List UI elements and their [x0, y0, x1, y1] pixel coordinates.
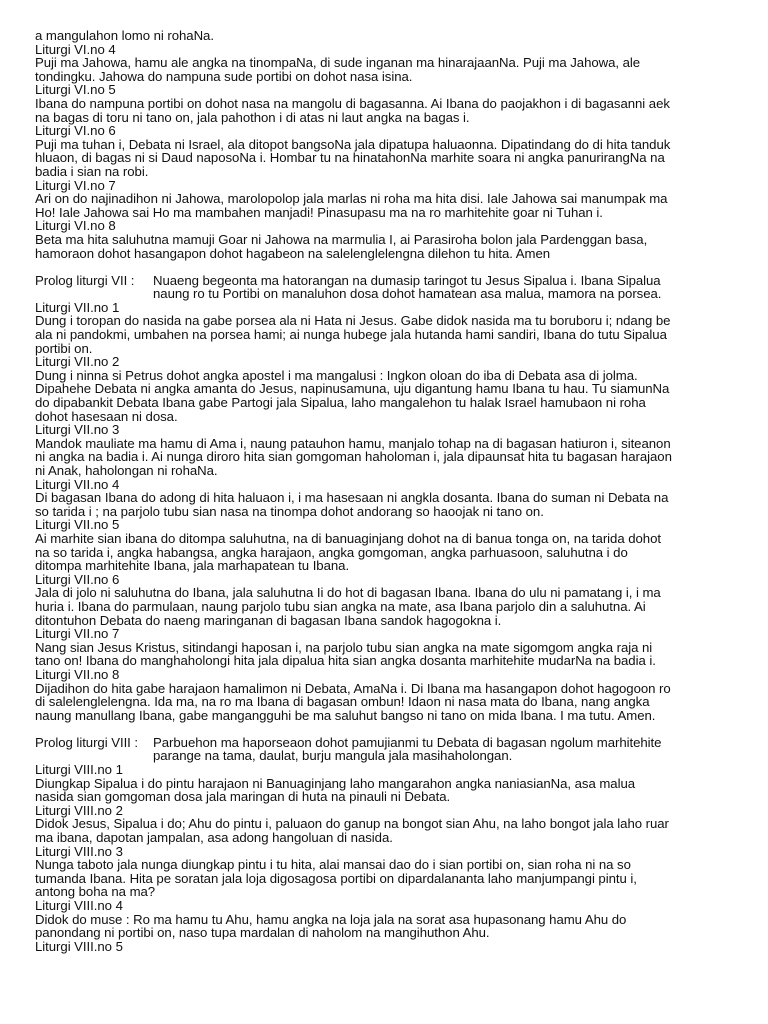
text-line: nasida sian gomgoman dosa jala maringan di huta na pinauli ni Debata.: [35, 789, 451, 805]
liturgy-heading: Liturgi VII.no 1: [35, 299, 120, 315]
liturgy-paragraph: [35, 138, 735, 179]
liturgy-heading: Liturgi VII.no 7: [35, 626, 120, 642]
text-line: ni Anak, haholongan ni rohaNa.: [35, 463, 218, 478]
liturgy-paragraph: [35, 233, 735, 260]
text-line: na bagas di toru ni tano on, jala pahothon i di atas ni laut angka na bagas i.: [35, 109, 470, 125]
liturgy-heading: Liturgi VII.no 4: [35, 476, 120, 492]
liturgy-heading: Liturgi VII.no 8: [35, 666, 120, 682]
text-line: hamoraon dohot hasangapon dohot hagabeon na salelenglelengna dilehon tu hita. Amen: [35, 245, 551, 261]
liturgy-paragraph: [35, 817, 735, 844]
liturgy-paragraph: [35, 641, 735, 668]
text-line: Nuaeng begeonta ma hatorangan na dumasip taringot tu Jesus Sipalua i. Ibana Sipalua: [153, 272, 661, 288]
liturgy-paragraph: [35, 913, 735, 940]
text-line: Didok Jesus, Sipalua i do; Ahu do pintu i, paluaon do ganup na bongot sian Ahu, na laho bongot jala laho ruar: [35, 816, 669, 832]
text-line: Parbuehon ma haporseaon dohot pamujianmi tu Debata di bagasan ngolum marhitehite: [153, 734, 662, 750]
liturgy-heading: Liturgi VIII.no 3: [35, 843, 123, 859]
text-line: ma ibana, dapotan jampalan, asa adong hangoluan di nasida.: [35, 830, 393, 846]
text-line: antong boha na ma?: [35, 884, 156, 900]
liturgy-heading: Liturgi VII.no 3: [35, 422, 120, 438]
text-line: Ari on do najinadihon ni Jahowa, marolopolop jala marlas ni roha ma hita disi. Iale Jahowa sai manumpak ma: [35, 191, 668, 207]
text-line: tano on! Ibana do manghaholongi hita jala dipalua hita sian angka dosanta marhitehite mudarNa na badia i.: [35, 653, 656, 669]
liturgy-heading: Liturgi VIII.no 1: [35, 762, 123, 778]
text-line: Jala di jolo ni saluhutna do Ibana, jala saluhutna Ii do hot di bagasan Ibana. Ibana do ulu ni pamatang i, i ma: [35, 585, 661, 601]
text-line: a mangulahon lomo ni rohaNa.: [35, 28, 214, 43]
liturgy-paragraph: [35, 97, 735, 124]
text-line: Di bagasan Ibana do adong di hita haluaon i, i ma hasesaan ni angkla dosanta. Ibana do suman ni Debata na: [35, 490, 669, 506]
liturgy-paragraph: [35, 29, 735, 43]
text-line: Beta ma hita saluhutna mamuji Goar ni Jahowa na marmulia I, ai Parasiroha bolon jala Pardenggan basa,: [35, 231, 648, 247]
text-line: Ibana do nampuna portibi on dohot nasa na mangolu di bagasanna. Ai Ibana do paojakhon i di bagasanni aek: [35, 95, 670, 111]
liturgy-heading: Liturgi VI.no 4: [35, 41, 116, 57]
text-line: tumanda Ibana. Hita pe soratan jala loja digosagosa portibi on dipardalananta laho manjumpangi pintu i,: [35, 870, 637, 886]
text-line: portibi on.: [35, 340, 93, 356]
text-line: naung ro tu Portibi on manaluhon dosa dohot hamatean asa malua, mamora na porsea.: [153, 286, 662, 302]
text-line: Diungkap Sipalua i do pintu harajaon ni Banuaginjang laho mangarahon angka naniasianNa, asa malua: [35, 775, 636, 791]
text-line: Nunga taboto jala nunga diungkap pintu i tu hita, alai mansai dao do i sian portibi on, sian roha ni na so: [35, 857, 631, 873]
text-line: di salelenglelengna. Ida ma, na ro ma Ibana di bagasan ombun! Idaon ni nasa mata do Ibana, nang angka: [35, 694, 650, 710]
text-line: Dijadihon do hita gabe harajaon hamalimon ni Debata, AmaNa i. Di Ibana ma hasangapon dohot hagogoon ro: [35, 680, 671, 696]
text-line: dohot hasesaan ni dosa.: [35, 408, 178, 424]
prolog-label: Prolog liturgi VIII :: [35, 734, 139, 750]
text-line: naung manullang Ibana, gabe mangangguhi be ma saluhut bangso ni tano on mida Ibana. I ma tutu. Amen.: [35, 707, 656, 723]
liturgy-paragraph: [35, 858, 735, 899]
text-line: Puji ma Jahowa, hamu ale angka na tinompaNa, di sude inganan ma hinarajaanNa. Puji ma Jahowa, ale: [35, 55, 641, 71]
liturgy-paragraph: [35, 777, 735, 804]
prolog-label: Prolog liturgi VII :: [35, 272, 135, 288]
liturgy-heading: Liturgi VIII.no 4: [35, 898, 123, 913]
text-line: huria i. Ibana do parmulaan, naung parjolo tubu sian angka na mate, asa Ibana parjolo din a saluhutna. Ai: [35, 598, 646, 614]
text-line: Dung i toropan do nasida na gabe porsea ala ni Hata ni Jesus. Gabe didok nasida ma tu boruboru i; ndang be: [35, 313, 671, 329]
liturgy-heading: Liturgi VII.no 2: [35, 354, 120, 370]
text-line: tondingku. Jahowa do nampuna sude portibi on dohot nasa isina.: [35, 68, 413, 84]
liturgy-paragraph: [35, 532, 735, 573]
liturgy-heading: Liturgi VI.no 5: [35, 82, 116, 98]
liturgy-heading: Liturgi VI.no 7: [35, 177, 116, 193]
liturgy-paragraph: [35, 56, 735, 83]
text-line: badia i sian na robi.: [35, 163, 149, 179]
liturgy-paragraph: [35, 369, 735, 423]
prolog-text: [153, 736, 661, 763]
liturgy-paragraph: [35, 192, 735, 219]
liturgy-paragraph: [35, 682, 735, 723]
text-line: Nang sian Jesus Kristus, sitindangi haposan i, na parjolo tubu sian angka na mate sigomgom angka raja ni: [35, 639, 653, 655]
text-line: ni angka na badia i. Ai nunga diroro hita sian gomgoman haholoman i, jala dipaunsat hita tu bagasan harajaon: [35, 449, 672, 465]
liturgy-heading: Liturgi VII.no 5: [35, 517, 120, 533]
paragraph-spacer: [35, 722, 735, 736]
text-line: Ho! Iale Jahowa sai Ho ma mambahen manjadi! Pinasupasu ma na ro marhitehite goar ni Tuhan i.: [35, 204, 603, 220]
text-line: parange na tama, daulat, burju mangula jala masihaholongan.: [153, 748, 513, 764]
liturgy-paragraph: [35, 491, 735, 518]
text-line: Dung i ninna si Petrus dohot angka apostel i ma mangalusi : Ingkon oloan do iba di Debata asa di jolma.: [35, 367, 638, 383]
text-line: Didok do muse : Ro ma hamu tu Ahu, hamu angka na loja jala na sorat asa hupasonang hamu Ahu do: [35, 911, 627, 927]
liturgy-paragraph: [35, 314, 735, 355]
prolog-block: [35, 736, 735, 763]
prolog-text: [153, 274, 661, 301]
liturgy-paragraph: [35, 437, 735, 478]
liturgy-heading: Liturgi VIII.no 5: [35, 938, 123, 954]
paragraph-spacer: [35, 260, 735, 274]
text-line: Puji ma tuhan i, Debata ni Israel, ala ditopot bangsoNa jala dipatupa haluaonna. Dipatindang do di hita tanduk: [35, 136, 671, 152]
text-line: ala ni pandokmi, umbahen na porsea hami; ai nunga hubege jala hutanda hami sandiri, Ibana do tutu Sipalua: [35, 327, 667, 343]
liturgy-heading: Liturgi VII.no 6: [35, 571, 120, 587]
prolog-block: [35, 274, 735, 301]
text-line: ditompa marhitehite Ibana, jala marhapatean tu Ibana.: [35, 558, 350, 574]
text-line: Ai marhite sian ibana do ditompa saluhutna, na di banuaginjang dohot na di banua tonga on, na tarida dohot: [35, 530, 661, 546]
liturgy-heading: Liturgi VI.no 6: [35, 123, 116, 139]
text-line: so tarida i ; na parjolo tubu sian nasa na tinompa dohot andorang so haoojak ni tano on.: [35, 503, 544, 519]
liturgy-heading: Liturgi VI.no 8: [35, 218, 116, 234]
text-line: Mandok mauliate ma hamu di Ama i, naung patauhon hamu, manjalo tohap na di bagasan hatiuron i, siteanon: [35, 435, 671, 451]
text-line: hluaon, di bagas ni si Daud naposoNa i. Hombar tu na hinatahonNa marhite soara ni angka panurirangNa na: [35, 150, 665, 166]
liturgy-heading: Liturgi VIII.no 2: [35, 802, 123, 818]
liturgy-paragraph: [35, 586, 735, 627]
text-line: na so tarida i, angka habangsa, angka harajaon, angka gomgoman, angka parhuasoon, saluhutna i do: [35, 544, 628, 560]
liturgy-document: [35, 29, 735, 953]
text-line: do dipabankit Debata Ibana gabe Partogi jala Sipalua, laho mangalehon tu halak Israel hamubaon ni roha: [35, 395, 646, 411]
text-line: panondang ni portibi on, naso tupa mardalan di naholom na mangihuthon Ahu.: [35, 925, 490, 941]
text-line: ditontuhon Debata do naeng maringanan di bagasan Ibana sandok hagogokna i.: [35, 612, 502, 628]
text-line: Dipahehe Debata ni angka amanta do Jesus, napinusamuna, uju digantung hamu Ibana tu hau. Tu siamunNa: [35, 381, 670, 397]
